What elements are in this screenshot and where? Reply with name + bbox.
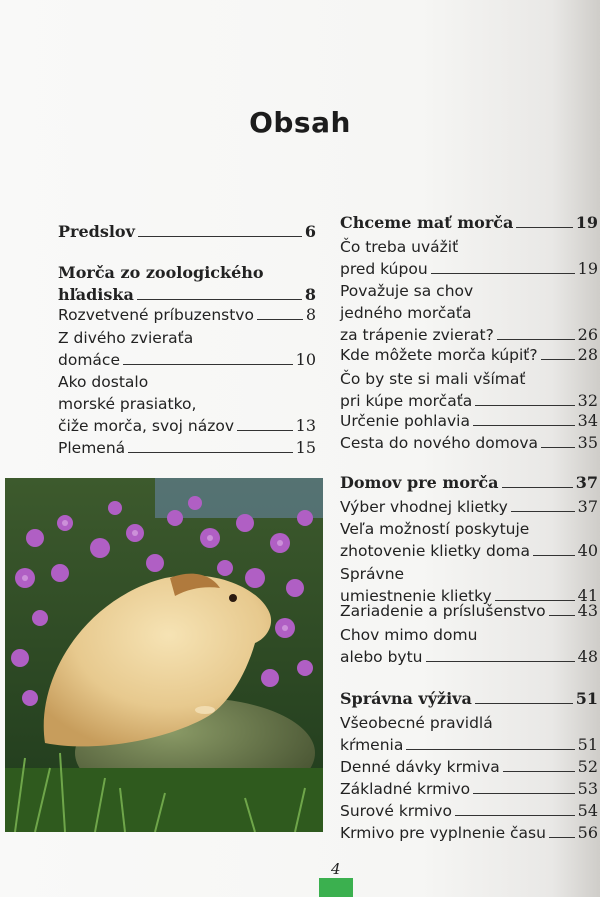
toc-leader-line bbox=[137, 284, 302, 300]
toc-entry-text: Rozvetvené príbuzenstvo bbox=[58, 306, 254, 324]
toc-leader-line bbox=[541, 432, 575, 448]
toc-entry-ako-dostalo bbox=[58, 371, 148, 393]
toc-page-number: 28 bbox=[577, 345, 598, 364]
toc-page-number: 48 bbox=[577, 647, 598, 666]
toc-entry-chov-mimo-line2 bbox=[340, 646, 598, 668]
toc-entry-zakladne bbox=[340, 778, 598, 800]
toc-leader-line bbox=[495, 585, 575, 601]
toc-entry-text: pri kúpe morčaťa bbox=[340, 392, 473, 410]
green-tab-marker bbox=[319, 878, 353, 897]
toc-leader-line bbox=[475, 688, 573, 704]
toc-entry-urcenie bbox=[340, 410, 598, 432]
toc-entry-povazuje-line2 bbox=[340, 302, 472, 324]
toc-entry-text: Výber vhodnej klietky bbox=[340, 498, 508, 516]
toc-page-number: 37 bbox=[577, 497, 598, 516]
toc-leader-line bbox=[511, 496, 575, 512]
toc-page-number: 41 bbox=[577, 586, 598, 605]
toc-entry-krmivo bbox=[340, 822, 598, 844]
toc-page-number: 19 bbox=[577, 259, 598, 278]
toc-entry-text: Všeobecné pravidlá bbox=[340, 714, 493, 732]
toc-page-number: 37 bbox=[575, 473, 598, 492]
toc-entry-co-treba bbox=[340, 236, 458, 258]
toc-entry-text: Predslov bbox=[58, 222, 135, 241]
toc-entry-text: Určenie pohlavia bbox=[340, 412, 470, 430]
toc-leader-line bbox=[549, 822, 575, 838]
toc-entry-text: Denné dávky krmiva bbox=[340, 758, 500, 776]
toc-entry-text: hľadiska bbox=[58, 285, 134, 304]
toc-entry-text: Ako dostalo bbox=[58, 373, 149, 391]
toc-page-number: 43 bbox=[577, 601, 598, 620]
toc-entry-text: za trápenie zvierat? bbox=[340, 326, 494, 344]
toc-leader-line bbox=[541, 344, 575, 360]
toc-entry-text: Domov pre morča bbox=[340, 473, 499, 492]
toc-entry-vyziva bbox=[340, 688, 598, 710]
toc-entry-zariadenie bbox=[340, 600, 598, 622]
toc-page-number: 56 bbox=[577, 823, 598, 842]
toc-entry-spravne-umiest bbox=[340, 563, 404, 585]
toc-entry-co-by-ste-line2 bbox=[340, 390, 598, 412]
toc-entry-povazuje bbox=[340, 280, 473, 302]
toc-entry-morca-zoo-line2 bbox=[58, 284, 316, 306]
toc-entry-kde-mozete bbox=[340, 344, 598, 366]
toc-entry-text: Z divého zvieraťa bbox=[58, 329, 194, 347]
toc-entry-text: pred kúpou bbox=[340, 260, 428, 278]
toc-page-number: 51 bbox=[577, 735, 598, 754]
toc-entry-text: morské prasiatko, bbox=[58, 395, 197, 413]
toc-entry-vela bbox=[340, 518, 529, 540]
toc-entry-co-by-ste bbox=[340, 368, 525, 390]
toc-page-number: 52 bbox=[577, 757, 598, 776]
toc-entry-chceme bbox=[340, 212, 598, 234]
toc-leader-line bbox=[257, 304, 303, 320]
toc-entry-cesta bbox=[340, 432, 598, 454]
toc-entry-co-treba-line2 bbox=[340, 258, 598, 280]
toc-entry-text: Krmivo pre vyplnenie času bbox=[340, 824, 546, 842]
toc-leader-line bbox=[237, 415, 293, 431]
toc-entry-text: Chceme mať morča bbox=[340, 213, 514, 232]
toc-entry-text: Kde môžete morča kúpiť? bbox=[340, 346, 538, 364]
toc-entry-text: Cesta do nového domova bbox=[340, 434, 539, 452]
toc-entry-vseobecne-line2 bbox=[340, 734, 598, 756]
toc-entry-text: Morča zo zoologického bbox=[58, 263, 264, 282]
toc-entry-text: Čo by ste si mali všímať bbox=[340, 370, 526, 388]
toc-page-number: 19 bbox=[575, 213, 598, 232]
toc-leader-line bbox=[503, 756, 575, 772]
toc-entry-text: Surové krmivo bbox=[340, 802, 452, 820]
toc-entry-text: Chov mimo domu bbox=[340, 626, 478, 644]
toc-entry-text: Plemená bbox=[58, 439, 126, 457]
toc-entry-text: zhotovenie klietky doma bbox=[340, 542, 530, 560]
toc-page-number: 34 bbox=[577, 411, 598, 430]
toc-page-number: 6 bbox=[304, 222, 316, 241]
toc-entry-morca-zoo bbox=[58, 262, 264, 284]
page-number: 4 bbox=[331, 860, 341, 878]
toc-page-number: 54 bbox=[577, 801, 598, 820]
toc-page-number: 51 bbox=[575, 689, 598, 708]
toc-entry-text: čiže morča, svoj názov bbox=[58, 417, 234, 435]
toc-leader-line bbox=[426, 646, 575, 662]
toc-entry-text: Správne bbox=[340, 565, 405, 583]
toc-entry-domov bbox=[340, 472, 598, 494]
toc-entry-text: alebo bytu bbox=[340, 648, 423, 666]
toc-entry-text: Čo treba uvážiť bbox=[340, 238, 459, 256]
toc-entry-predslov bbox=[58, 221, 316, 243]
guinea-pig-photo bbox=[5, 478, 323, 832]
toc-leader-line bbox=[473, 778, 574, 794]
toc-leader-line bbox=[128, 437, 292, 453]
toc-leader-line bbox=[473, 410, 575, 426]
toc-entry-text: jedného morčaťa bbox=[340, 304, 472, 322]
toc-entry-surove bbox=[340, 800, 598, 822]
toc-entry-text: Považuje sa chov bbox=[340, 282, 474, 300]
toc-entry-rozvetvene bbox=[58, 304, 316, 326]
toc-entry-ako-dostalo-line2 bbox=[58, 393, 196, 415]
toc-page-number: 32 bbox=[577, 391, 598, 410]
toc-entry-vela-line2 bbox=[340, 540, 598, 562]
toc-leader-line bbox=[533, 540, 575, 556]
toc-page-number: 13 bbox=[295, 416, 316, 435]
toc-entry-text: Základné krmivo bbox=[340, 780, 471, 798]
toc-page-number: 53 bbox=[577, 779, 598, 798]
toc-entry-z-diveho-line2 bbox=[58, 349, 316, 371]
toc-entry-povazuje-line3 bbox=[340, 324, 598, 346]
toc-entry-text: domáce bbox=[58, 351, 120, 369]
toc-entry-text: kŕmenia bbox=[340, 736, 404, 754]
toc-leader-line bbox=[497, 324, 575, 340]
toc-leader-line bbox=[123, 349, 293, 365]
toc-page-number: 40 bbox=[577, 541, 598, 560]
toc-entry-text: Správna výživa bbox=[340, 689, 472, 708]
toc-entry-plemena bbox=[58, 437, 316, 459]
toc-page-number: 35 bbox=[577, 433, 598, 452]
toc-leader-line bbox=[516, 212, 572, 228]
toc-leader-line bbox=[475, 390, 574, 406]
toc-entry-text: umiestnenie klietky bbox=[340, 587, 492, 605]
toc-entry-z-diveho bbox=[58, 327, 193, 349]
toc-entry-vyber bbox=[340, 496, 598, 518]
toc-entry-vseobecne bbox=[340, 712, 493, 734]
toc-entry-chov-mimo bbox=[340, 624, 477, 646]
toc-leader-line bbox=[406, 734, 574, 750]
page-title: Obsah bbox=[249, 106, 351, 139]
toc-entry-ako-dostalo-line3 bbox=[58, 415, 316, 437]
toc-entry-denne bbox=[340, 756, 598, 778]
toc-page-number: 15 bbox=[295, 438, 316, 457]
toc-leader-line bbox=[549, 600, 575, 616]
toc-leader-line bbox=[431, 258, 575, 274]
toc-entry-text: Zariadenie a príslušenstvo bbox=[340, 602, 546, 620]
toc-page-number: 8 bbox=[305, 305, 316, 324]
toc-entry-text: Veľa možností poskytuje bbox=[340, 520, 530, 538]
toc-leader-line bbox=[455, 800, 575, 816]
toc-leader-line bbox=[138, 221, 302, 237]
toc-leader-line bbox=[502, 472, 573, 488]
toc-page-number: 8 bbox=[304, 285, 316, 304]
toc-page-number: 10 bbox=[295, 350, 316, 369]
toc-page-number: 26 bbox=[577, 325, 598, 344]
